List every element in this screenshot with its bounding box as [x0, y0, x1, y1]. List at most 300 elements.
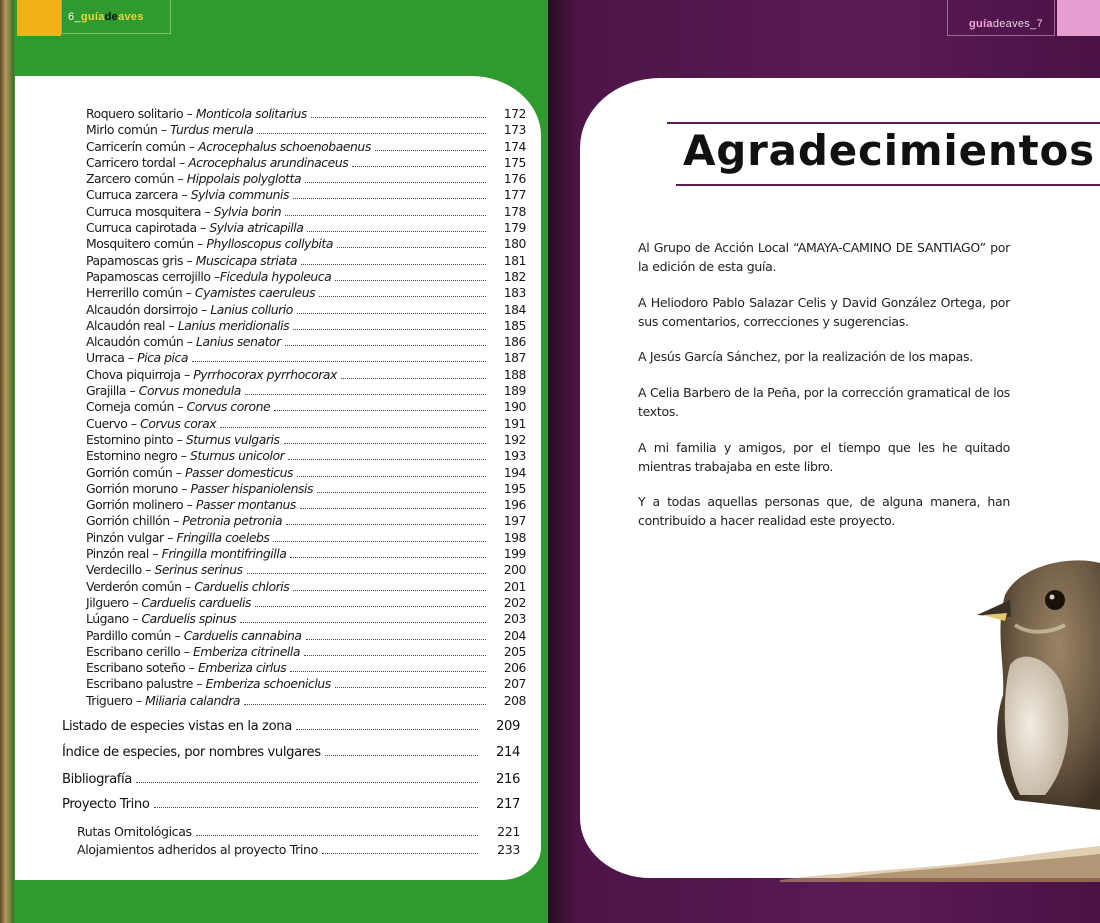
dot-leader — [293, 197, 486, 199]
scientific-name: Fringilla montifringilla — [161, 546, 287, 562]
acknowledgement-paragraph: A Heliodoro Pablo Salazar Celis y David González Ortega, por sus comentarios, correcciones y sugerencias. — [638, 295, 1010, 329]
species-common-name — [86, 236, 333, 251]
name-separator: – — [128, 594, 142, 610]
species-common-name — [86, 579, 289, 594]
page-reference: 214 — [496, 745, 520, 760]
species-common-name — [86, 644, 300, 659]
species-index-entry — [86, 465, 526, 481]
page-reference: 205 — [503, 643, 526, 659]
page-reference: 191 — [503, 415, 526, 431]
species-index-entry — [86, 628, 526, 644]
common-name: Alcaudón dorsirrojo — [86, 301, 198, 317]
page-reference: 203 — [503, 611, 526, 627]
name-separator: – — [177, 480, 191, 496]
species-index-entry — [86, 106, 526, 122]
dot-leader — [192, 360, 486, 362]
common-name: Chova piquirroja — [86, 366, 181, 382]
dot-leader — [352, 165, 486, 167]
page-edge — [0, 0, 14, 923]
common-name: Triguero — [86, 692, 133, 708]
page-reference: 216 — [496, 772, 520, 787]
species-index-entry — [86, 693, 526, 709]
dot-leader — [154, 806, 478, 808]
section-title: Índice de especies, por nombres vulgares — [62, 745, 321, 760]
dot-leader — [240, 621, 486, 623]
species-index-entry — [86, 187, 526, 203]
section-index-entry — [62, 719, 520, 734]
header-color-block — [1057, 0, 1100, 36]
page-reference: 200 — [503, 562, 526, 578]
species-common-name — [86, 481, 313, 496]
name-separator: – — [174, 171, 187, 187]
species-index-entry — [86, 334, 526, 350]
common-name: Gorrión moruno — [86, 480, 178, 496]
dot-leader — [317, 491, 486, 493]
species-common-name — [86, 448, 284, 463]
species-common-name — [86, 155, 348, 170]
species-common-name — [86, 383, 241, 398]
species-common-name — [86, 562, 243, 577]
species-index-entry — [86, 220, 526, 236]
common-name: Zarcero común — [86, 171, 174, 187]
name-separator: – — [177, 187, 191, 203]
page-reference: 197 — [503, 513, 526, 529]
acknowledgement-paragraph: A Celia Barbero de la Peña, por la corrección gramatical de los textos. — [638, 385, 1010, 419]
page-reference: 174 — [503, 138, 526, 154]
scientific-name: Sturnus unicolor — [190, 448, 285, 464]
species-common-name — [86, 676, 331, 691]
species-common-name — [86, 595, 251, 610]
title-rule — [667, 122, 1100, 124]
common-name: Escribano palustre — [86, 676, 193, 692]
species-index-entry — [86, 204, 526, 220]
name-separator: – — [182, 252, 196, 268]
dot-leader — [244, 703, 486, 705]
name-separator: – — [165, 317, 178, 333]
page-reference: 172 — [503, 106, 526, 121]
section-title: Bibliografía — [62, 772, 132, 787]
page-reference: 217 — [496, 797, 520, 812]
scientific-name: Sylvia atricapilla — [209, 220, 304, 236]
page-reference: 183 — [503, 285, 526, 301]
species-index-entry — [86, 513, 526, 529]
dot-leader — [273, 540, 486, 542]
brand-part: guía — [969, 18, 993, 30]
dot-leader — [290, 670, 486, 672]
species-index-entry — [86, 285, 526, 301]
dot-leader — [293, 589, 486, 591]
scientific-name: Pica pica — [137, 350, 188, 366]
name-separator: – — [170, 627, 184, 643]
common-name: Escribano soteño — [86, 660, 186, 676]
species-index-entry — [86, 155, 526, 171]
page-reference: 198 — [503, 529, 526, 545]
common-name: Pardillo común — [86, 627, 171, 643]
name-separator: – — [185, 138, 199, 154]
species-common-name — [86, 318, 289, 333]
name-separator: – — [185, 660, 198, 676]
common-name: Grajilla — [86, 383, 127, 399]
scientific-name: Sylvia communis — [190, 187, 290, 203]
dot-leader — [288, 458, 486, 460]
common-name: Alcaudón real — [86, 317, 166, 333]
dot-leader — [255, 605, 486, 607]
brand-part: aves — [118, 11, 144, 23]
page-reference: 221 — [497, 824, 520, 839]
scientific-name: Carduelis spinus — [141, 611, 237, 627]
scientific-name: Acrocephalus arundinaceus — [188, 154, 349, 170]
scientific-name: Phylloscopus collybita — [206, 236, 333, 252]
scientific-name: Muscicapa striata — [195, 252, 298, 268]
name-separator: – — [181, 578, 195, 594]
dot-leader — [375, 149, 486, 151]
species-common-name — [86, 497, 296, 512]
species-common-name — [86, 269, 331, 284]
species-index-entry — [86, 579, 526, 595]
page-reference: 185 — [503, 317, 526, 333]
name-separator: – — [180, 366, 194, 382]
species-index-entry — [86, 530, 526, 546]
dot-leader — [297, 312, 486, 314]
species-index-entry — [86, 122, 526, 138]
header-color-block — [17, 0, 61, 36]
page-reference: 206 — [503, 660, 526, 676]
species-common-name — [86, 285, 315, 300]
species-index-entry — [86, 676, 526, 692]
dot-leader — [301, 263, 486, 265]
dot-leader — [335, 686, 486, 688]
name-separator: – — [127, 415, 141, 431]
acknowledgement-paragraph: A Jesús García Sánchez, por la realización de los mapas. — [638, 349, 973, 364]
species-common-name — [86, 660, 286, 675]
scientific-name: Corvus corax — [140, 415, 217, 431]
scientific-name: Corvus corone — [186, 399, 271, 415]
common-name: Curruca capirotada — [86, 220, 197, 236]
scientific-name: Sylvia borin — [213, 203, 282, 219]
page-number: 6 — [68, 11, 75, 23]
common-name: Mosquitero común — [86, 236, 194, 252]
name-separator: – — [183, 106, 196, 121]
species-index-entry — [86, 660, 526, 676]
common-name: Estornino negro — [86, 448, 178, 464]
page-reference: 186 — [503, 334, 526, 350]
scientific-name: Emberiza citrinella — [193, 643, 301, 659]
name-separator: – — [157, 122, 171, 138]
species-common-name — [86, 350, 188, 365]
species-index-entry — [86, 383, 526, 399]
species-common-name — [86, 530, 269, 545]
page-reference: 194 — [503, 464, 526, 480]
species-index-entry — [86, 367, 526, 383]
species-index-entry — [86, 269, 526, 285]
name-separator: – — [183, 497, 196, 513]
section-index-entry — [62, 797, 520, 812]
name-separator: – — [210, 268, 220, 284]
common-name: Urraca — [86, 350, 125, 366]
scientific-name: Pyrrhocorax pyrrhocorax — [193, 366, 337, 382]
dot-leader — [305, 181, 486, 183]
page-reference: 180 — [503, 236, 526, 252]
dot-leader — [325, 754, 478, 756]
common-name: Mirlo común — [86, 122, 158, 138]
page-reference: 208 — [503, 692, 526, 708]
dot-leader — [286, 523, 486, 525]
species-common-name — [86, 693, 240, 708]
name-separator: – — [192, 676, 206, 692]
common-name: Papamoscas cerrojillo — [86, 268, 211, 284]
page-reference: 182 — [503, 268, 526, 284]
dot-leader — [297, 475, 486, 477]
dot-leader — [284, 442, 486, 444]
dot-leader — [220, 426, 486, 428]
dot-leader — [247, 572, 486, 574]
species-index-entry — [86, 318, 526, 334]
species-common-name — [86, 139, 371, 154]
page-reference: 175 — [503, 154, 526, 170]
species-common-name — [86, 253, 297, 268]
scientific-name: Ficedula hypoleuca — [219, 268, 332, 284]
brand-part: de — [104, 11, 119, 23]
common-name: Herrerillo común — [86, 285, 183, 301]
common-name: Curruca zarcera — [86, 187, 178, 203]
species-index-entry — [86, 139, 526, 155]
subsection-title: Alojamientos adheridos al proyecto Trino — [77, 842, 318, 857]
common-name: Jilguero — [86, 594, 129, 610]
brand-part: deaves — [992, 18, 1031, 30]
page-reference: 201 — [503, 578, 526, 594]
dot-leader — [285, 344, 486, 346]
page-reference: 177 — [503, 187, 526, 203]
dot-leader — [274, 409, 486, 411]
page-reference: 179 — [503, 220, 526, 236]
page-reference: 184 — [503, 301, 526, 317]
page-reference: 195 — [503, 480, 526, 496]
name-separator: – — [126, 383, 139, 399]
species-common-name — [86, 187, 289, 202]
name-separator: – — [148, 546, 162, 562]
dot-leader — [319, 295, 486, 297]
name-separator: – — [172, 464, 186, 480]
dot-leader — [335, 279, 486, 281]
common-name: Carricero tordal — [86, 154, 176, 170]
common-name: Verderón común — [86, 578, 182, 594]
dot-leader — [311, 116, 486, 118]
name-separator: – — [173, 431, 186, 447]
acknowledgement-paragraph: Al Grupo de Acción Local “AMAYA-CAMINO DE SANTIAGO” por la edición de esta guía. — [638, 240, 1010, 274]
species-common-name — [86, 334, 281, 349]
page-reference: 192 — [503, 431, 526, 447]
dot-leader — [306, 638, 486, 640]
scientific-name: Lanius senator — [196, 334, 281, 350]
name-separator: – — [132, 692, 146, 708]
species-common-name — [86, 220, 303, 235]
species-common-name — [86, 106, 307, 121]
scientific-name: Lanius collurio — [210, 301, 293, 317]
acknowledgement-paragraph: Y a todas aquellas personas que, de alguna manera, han contribuido a hacer realidad este proyecto. — [638, 494, 1010, 528]
name-separator: – — [183, 334, 197, 350]
species-index-entry — [86, 302, 526, 318]
species-common-name — [86, 367, 337, 382]
ground-texture — [780, 842, 1100, 882]
name-separator: – — [163, 529, 177, 545]
scientific-name: Cyamistes caeruleus — [194, 285, 316, 301]
common-name: Cuervo — [86, 415, 128, 431]
species-common-name — [86, 302, 293, 317]
scientific-name: Passer montanus — [195, 497, 296, 513]
species-index-entry — [86, 611, 526, 627]
name-separator: – — [196, 220, 210, 236]
common-name: Carricerín común — [86, 138, 186, 154]
dot-leader — [322, 852, 478, 854]
common-name: Roquero solitario — [86, 106, 184, 121]
page-reference: 188 — [503, 366, 526, 382]
scientific-name: Sturnus vulgaris — [185, 431, 280, 447]
page-reference: 207 — [503, 676, 526, 692]
species-index-list — [86, 106, 526, 709]
dot-leader — [304, 654, 486, 656]
page-reference: 209 — [496, 719, 520, 734]
scientific-name: Miliaria calandra — [145, 692, 241, 708]
species-common-name — [86, 122, 253, 137]
page-reference: 181 — [503, 252, 526, 268]
bird-photo-icon — [975, 555, 1100, 810]
page-reference: 187 — [503, 350, 526, 366]
common-name: Pinzón vulgar — [86, 529, 164, 545]
species-index-entry — [86, 350, 526, 366]
common-name: Estornino pinto — [86, 431, 174, 447]
section-title: Listado de especies vistas en la zona — [62, 719, 292, 734]
subsection-title: Rutas Ornitológicas — [77, 824, 192, 839]
dot-leader — [296, 728, 478, 730]
species-common-name — [86, 546, 286, 561]
scientific-name: Carduelis cannabina — [183, 627, 302, 643]
common-name: Corneja común — [86, 399, 174, 415]
name-separator: – — [173, 399, 187, 415]
subsection-index-entry — [77, 842, 520, 857]
name-separator: – — [197, 301, 211, 317]
title-rule — [676, 184, 1100, 186]
dot-leader — [337, 246, 486, 248]
scientific-name: Monticola solitarius — [195, 106, 307, 121]
dot-leader — [196, 834, 478, 836]
page-header-right — [969, 18, 1043, 30]
name-separator: – — [193, 236, 207, 252]
scientific-name: Acrocephalus schoenobaenus — [198, 138, 371, 154]
common-name: Gorrión común — [86, 464, 173, 480]
scientific-name: Serinus serinus — [154, 562, 243, 578]
page-reference: 176 — [503, 171, 526, 187]
dot-leader — [300, 507, 486, 509]
scientific-name: Turdus merula — [170, 122, 254, 138]
species-index-entry — [86, 432, 526, 448]
species-common-name — [86, 416, 216, 431]
page-reference: 233 — [497, 842, 520, 857]
dot-leader — [257, 132, 486, 134]
common-name: Verdecillo — [86, 562, 142, 578]
species-index-entry — [86, 481, 526, 497]
name-separator: – — [128, 611, 142, 627]
species-index-entry — [86, 236, 526, 252]
species-index-entry — [86, 595, 526, 611]
page-number: 7 — [1036, 18, 1043, 30]
common-name: Pinzón real — [86, 546, 149, 562]
scientific-name: Lanius meridionalis — [177, 317, 290, 333]
scientific-name: Corvus monedula — [138, 383, 241, 399]
page-reference: 204 — [503, 627, 526, 643]
species-index-entry — [86, 399, 526, 415]
scientific-name: Carduelis carduelis — [141, 594, 252, 610]
species-index-entry — [86, 546, 526, 562]
species-common-name — [86, 432, 280, 447]
name-separator: – — [182, 285, 195, 301]
common-name: Gorrión molinero — [86, 497, 184, 513]
section-title: Proyecto Trino — [62, 797, 150, 812]
name-separator: – — [124, 350, 138, 366]
common-name: Escribano cerillo — [86, 643, 181, 659]
subsection-index-entry — [77, 824, 520, 839]
header-separator: _ — [1030, 18, 1037, 30]
scientific-name: Hippolais polyglotta — [186, 171, 302, 187]
scientific-name: Fringilla coelebs — [176, 529, 270, 545]
species-index-entry — [86, 644, 526, 660]
dot-leader — [307, 230, 486, 232]
acknowledgement-paragraph: A mi familia y amigos, por el tiempo que les he quitado mientras trabajaba en este libro. — [638, 440, 1010, 474]
species-common-name — [86, 399, 270, 414]
dot-leader — [285, 214, 486, 216]
page-reference: 196 — [503, 497, 526, 513]
page-reference: 173 — [503, 122, 526, 138]
page-reference: 189 — [503, 383, 526, 399]
dot-leader — [136, 781, 478, 783]
species-index-entry — [86, 416, 526, 432]
common-name: Lúgano — [86, 611, 129, 627]
scientific-name: Carduelis chloris — [194, 578, 290, 594]
scientific-name: Emberiza cirlus — [197, 660, 287, 676]
scientific-name: Passer hispaniolensis — [190, 480, 313, 496]
page-reference: 190 — [503, 399, 526, 415]
dot-leader — [245, 393, 486, 395]
section-index-entry — [62, 772, 520, 787]
dot-leader — [293, 328, 486, 330]
species-index-entry — [86, 253, 526, 269]
scientific-name: Emberiza schoeniclus — [205, 676, 331, 692]
name-separator: – — [141, 562, 155, 578]
page-reference: 199 — [503, 546, 526, 562]
species-common-name — [86, 513, 282, 528]
scientific-name: Petronia petronia — [182, 513, 283, 529]
dot-leader — [341, 377, 486, 379]
species-common-name — [86, 628, 302, 643]
common-name: Gorrión chillón — [86, 513, 170, 529]
name-separator: – — [180, 643, 193, 659]
common-name: Alcaudón común — [86, 334, 184, 350]
header-separator: _ — [74, 11, 81, 23]
name-separator: – — [201, 203, 214, 219]
name-separator: – — [175, 154, 189, 170]
common-name: Curruca mosquitera — [86, 203, 202, 219]
page-reference: 178 — [503, 203, 526, 219]
species-index-entry — [86, 448, 526, 464]
species-common-name — [86, 465, 293, 480]
brand-part: guía — [80, 11, 105, 23]
species-common-name — [86, 611, 236, 626]
name-separator: – — [177, 448, 190, 464]
scientific-name: Passer domesticus — [185, 464, 294, 480]
species-common-name — [86, 171, 301, 186]
page-reference: 193 — [503, 448, 526, 464]
common-name: Papamoscas gris — [86, 252, 183, 268]
page-header-left — [68, 11, 144, 23]
